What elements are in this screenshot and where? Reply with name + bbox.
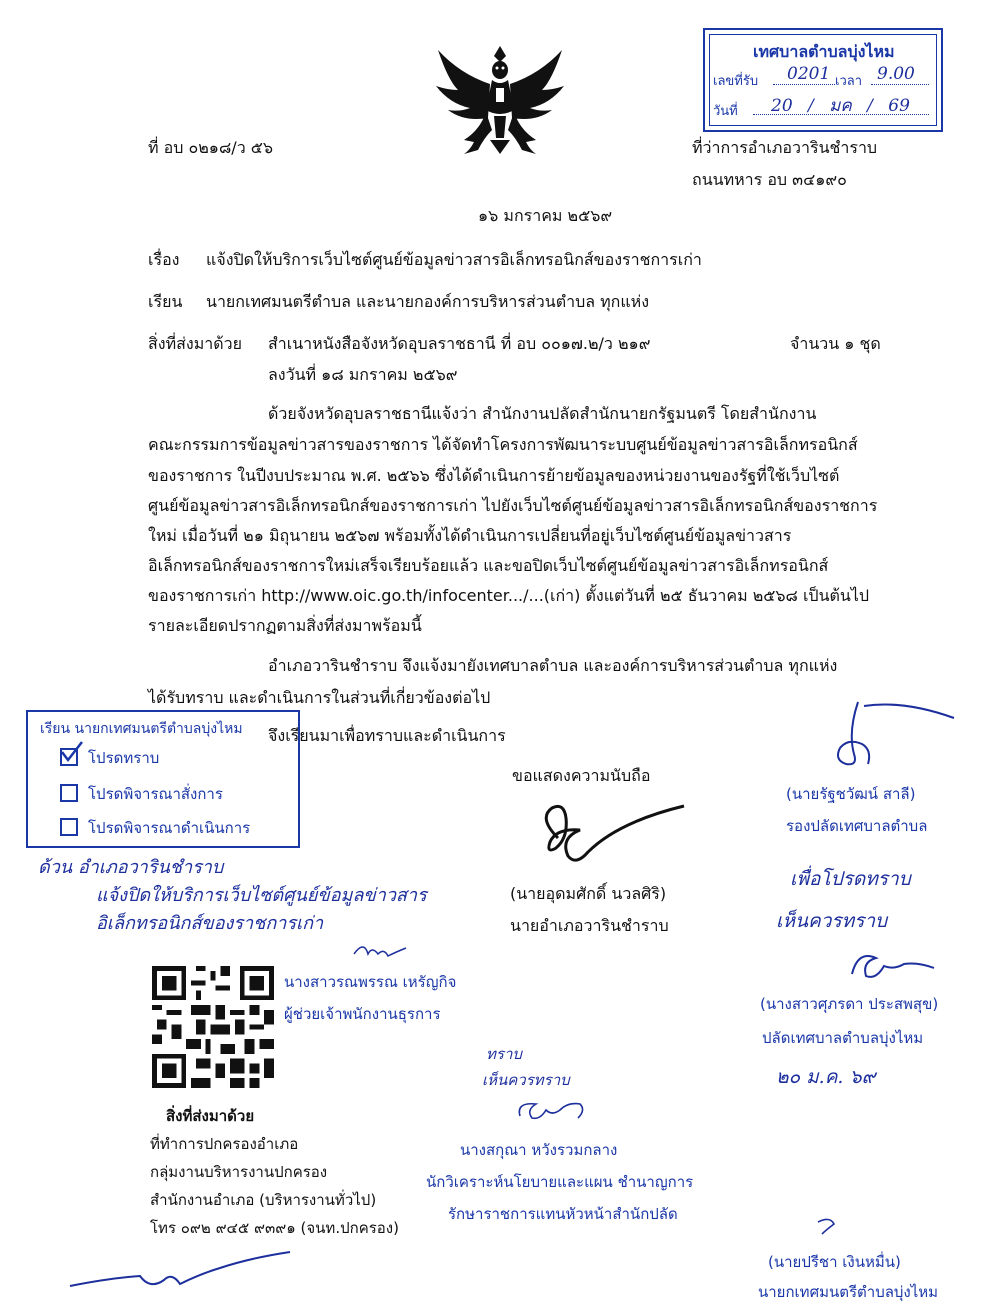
right-note-line-1: เพื่อโปรดทราบ (790, 868, 911, 890)
routing-option-3: โปรดพิจารณาดำเนินการ (88, 819, 251, 837)
deputy-clerk-signature-icon (812, 696, 962, 776)
footer-line-2: กลุ่มงานบริหารงานปกครอง (150, 1163, 328, 1181)
receipt-no-dots (773, 84, 835, 85)
mayor-name: (นายปรีชา เงินหมื่น) (768, 1253, 901, 1271)
checkbox-consider-order (60, 784, 78, 802)
body-para1-line-5: ใหม่ เมื่อวันที่ ๒๑ มิถุนายน ๒๕๖๗ พร้อมทั้งได้ดำเนินการเปลี่ยนที่อยู่เว็บไซต์ศูนย์ข้อมูลข่าวสาร (148, 526, 792, 545)
analyst-position-2: รักษาราชการแทนหัวหน้าสำนักปลัด (448, 1205, 678, 1223)
attachment-count: จำนวน ๑ ชุด (790, 334, 881, 353)
body-para2-line-1: อำเภอวารินชำราบ จึงแจ้งมายังเทศบาลตำบล และองค์การบริหารส่วนตำบล ทุกแห่ง (268, 656, 838, 675)
receipt-stamp (703, 28, 943, 132)
receipt-date-value: 20 / มค / 69 (771, 96, 910, 116)
body-para2-line-2: ได้รับทราบ และดำเนินการในส่วนที่เกี่ยวข้องต่อไป (148, 688, 491, 707)
receipt-no-label: เลขที่รับ (713, 74, 759, 89)
reference-number: ที่ อบ ๐๒๑๘/ว ๕๖ (148, 138, 274, 157)
municipal-clerk-date-note: ๒๐ ม.ค. ๖๙ (776, 1066, 876, 1088)
footer-line-1: ที่ทำการปกครองอำเภอ (150, 1135, 299, 1153)
routing-stamp (26, 710, 300, 848)
receipt-time-label: เวลา (835, 74, 863, 89)
body-para1-line-3: ของราชการ ในปีงบประมาณ พ.ศ. ๒๕๖๖ ซึ่งได้ดำเนินการย้ายข้อมูลของหน่วยงานของรัฐที่ใช้เว็บไซต์ (148, 466, 840, 485)
bottom-left-signature-icon (60, 1250, 310, 1300)
analyst-position-1: นักวิเคราะห์นโยบายและแผน ชำนาญการ (426, 1173, 694, 1191)
subject-text: แจ้งปิดให้บริการเว็บไซต์ศูนย์ข้อมูลข่าวสารอิเล็กทรอนิกส์ของราชการเก่า (206, 250, 702, 269)
receipt-date-label: วันที่ (713, 104, 738, 119)
subject-label: เรื่อง (148, 250, 180, 269)
municipal-clerk-position: ปลัดเทศบาลตำบลบุ่งไหม (762, 1029, 924, 1047)
signoff-regards: ขอแสดงความนับถือ (512, 766, 651, 785)
handwritten-note-line-1: ด้วน อำเภอวารินชำราบ (38, 857, 224, 878)
clerk-position: ผู้ช่วยเจ้าพนักงานธุรการ (284, 1005, 441, 1023)
handwritten-note-line-2: แจ้งปิดให้บริการเว็บไซต์ศูนย์ข้อมูลข่าวสาร (96, 885, 427, 906)
body-closing: จึงเรียนมาเพื่อทราบและดำเนินการ (268, 726, 506, 745)
checkbox-consider-action (60, 818, 78, 836)
to-label: เรียน (148, 292, 183, 311)
deputy-clerk-position: รองปลัดเทศบาลตำบล (786, 817, 928, 835)
garuda-emblem-icon (430, 40, 570, 160)
routing-stamp-to: เรียน นายกเทศมนตรีตำบลบุ่งไหม (40, 721, 243, 737)
letter-date: ๑๖ มกราคม ๒๕๖๙ (478, 206, 613, 225)
analyst-name: นางสกุณา หวังรวมกลาง (460, 1141, 618, 1159)
body-para1-line-4: ศูนย์ข้อมูลข่าวสารอิเล็กทรอนิกส์ของราชการเก่า ไปยังเว็บไซต์ศูนย์ข้อมูลข่าวสารอิเล็กทรอนิกส์ของราชการ (148, 496, 878, 515)
analyst-note-1: ทราบ (486, 1045, 522, 1063)
deputy-clerk-name: (นายรัฐชวัฒน์ สาลี) (786, 785, 916, 803)
office-name: ที่ว่าการอำเภอวารินชำราบ (692, 138, 878, 157)
clerk-signature-icon (350, 938, 410, 964)
body-para1-line-6: อิเล็กทรอนิกส์ของราชการใหม่เสร็จเรียบร้อยแล้ว และขอปิดเว็บไซต์ศูนย์ข้อมูลข่าวสารอิเล็กทรอนิกส์ (148, 556, 829, 575)
receipt-stamp-org: เทศบาลตำบลบุ่งไหม (753, 42, 895, 61)
analyst-signature-icon (500, 1092, 610, 1132)
clerk-name: นางสาวรณพรรณ เหรัญกิจ (284, 973, 457, 991)
footer-phone: โทร ๐๙๒ ๙๔๕ ๙๓๙๑ (จนท.ปกครอง) (150, 1219, 399, 1237)
body-para1-line-7: ของราชการเก่า http://www.oic.go.th/infocenter.../...(เก่า) ตั้งแต่วันที่ ๒๕ ธันวาคม ๒๕๖๘ เป็นต้นไป (148, 586, 870, 605)
mayor-position: นายกเทศมนตรีตำบลบุ่งไหม (758, 1283, 939, 1301)
qr-code-icon (152, 966, 274, 1088)
check-mark-icon (58, 740, 84, 764)
mayor-signature-icon (810, 1214, 850, 1238)
body-para1-line-1: ด้วยจังหวัดอุบลราชธานีแจ้งว่า สำนักงานปลัดสำนักนายกรัฐมนตรี โดยสำนักงาน (268, 404, 817, 423)
receipt-time-dots (871, 84, 929, 85)
body-para1-line-8: รายละเอียดปรากฏตามสิ่งที่ส่งมาพร้อมนี้ (148, 616, 422, 635)
receipt-time-value: 9.00 (877, 64, 915, 84)
attachment-label: สิ่งที่ส่งมาด้วย (148, 334, 242, 353)
receipt-no-value: 0201 (787, 64, 831, 84)
body-para1-line-2: คณะกรรมการข้อมูลข่าวสารของราชการ ได้จัดทำโครงการพัฒนาระบบศูนย์ข้อมูลข่าวสารอิเล็กทรอนิกส์ (148, 435, 858, 454)
footer-line-3: สำนักงานอำเภอ (บริหารงานทั่วไป) (150, 1191, 377, 1209)
right-note-line-2: เห็นควรทราบ (776, 910, 888, 932)
signoff-position: นายอำเภอวารินชำราบ (510, 916, 669, 935)
municipal-clerk-signature-icon (840, 944, 950, 988)
office-address: ถนนทหาร อบ ๓๔๑๙๐ (692, 170, 847, 189)
footer-label: สิ่งที่ส่งมาด้วย (166, 1107, 255, 1125)
routing-option-2: โปรดพิจารณาสั่งการ (88, 785, 223, 803)
governor-signature-icon (528, 798, 708, 868)
routing-option-1: โปรดทราบ (88, 749, 160, 767)
handwritten-note-line-3: อิเล็กทรอนิกส์ของราชการเก่า (96, 913, 324, 934)
analyst-note-2: เห็นควรทราบ (482, 1071, 570, 1089)
attachment-line-2: ลงวันที่ ๑๘ มกราคม ๒๕๖๙ (268, 365, 458, 384)
signoff-name: (นายอุดมศักดิ์ นวลศิริ) (510, 884, 667, 903)
to-text: นายกเทศมนตรีตำบล และนายกองค์การบริหารส่วนตำบล ทุกแห่ง (206, 292, 650, 311)
municipal-clerk-name: (นางสาวศุภรดา ประสพสุข) (760, 995, 939, 1013)
attachment-line-1: สำเนาหนังสือจังหวัดอุบลราชธานี ที่ อบ ๐๐๑๗.๒/ว ๒๑๙ (268, 334, 651, 353)
